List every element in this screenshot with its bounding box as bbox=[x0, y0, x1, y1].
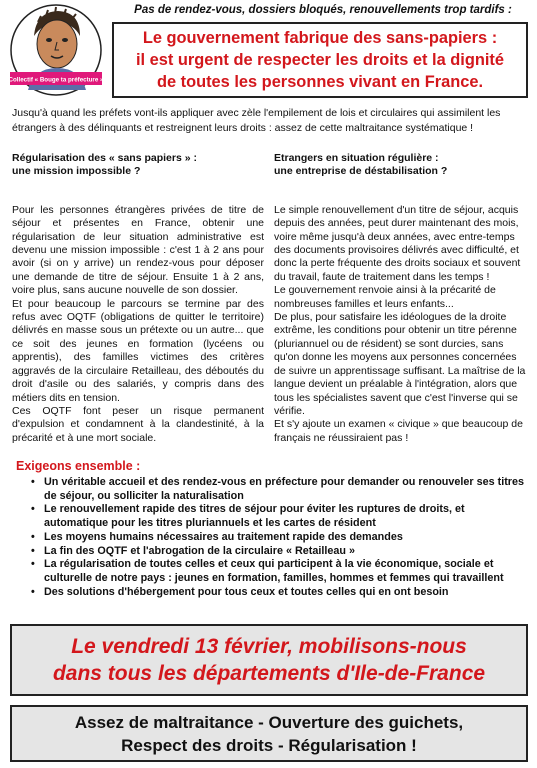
list-item-text: Des solutions d'hébergement pour tous ceux et toutes celles qui en ont besoin bbox=[44, 585, 449, 598]
list-item bbox=[31, 476, 530, 503]
slogan-banner bbox=[10, 705, 528, 762]
slogan-line: Assez de maltraitance - Ouverture des guichets, bbox=[74, 713, 464, 732]
right-column-body bbox=[274, 204, 526, 445]
paragraph: De plus, pour satisfaire les idéologues de la droite extrême, les conditions pour obtenir un titre pérenne (pluriannuel ou de résident) se sont durcies, sans qu'on donne les moyens aux personnes concernées de suivre un apprentissage suffisant. La maîtrise de la langue devient un préalable à l'intégration, alors que tous les spécialistes savent que c'est l'inverse qui se vérifie. bbox=[274, 311, 526, 417]
list-item bbox=[31, 503, 530, 530]
bullet-icon: • bbox=[31, 544, 35, 557]
list-item-text: Les moyens humains nécessaires au traitement rapide des demandes bbox=[44, 530, 403, 543]
list-item-text: La fin des OQTF et l'abrogation de la circulaire « Retailleau » bbox=[44, 544, 355, 557]
bullet-icon: • bbox=[31, 558, 35, 571]
mobilization-line: Le vendredi 13 février, mobilisons-nous bbox=[71, 635, 467, 658]
list-item bbox=[31, 558, 530, 585]
headline-box bbox=[112, 22, 528, 98]
paragraph: Le gouvernement renvoie ainsi à la précarité de nombreuses familles et leurs enfants... bbox=[274, 284, 496, 310]
left-column bbox=[12, 152, 264, 445]
collectif-logo bbox=[8, 2, 104, 98]
mobilization-line: dans tous les départements d'Ile-de-France bbox=[52, 662, 486, 685]
headline-line: de toutes les personnes vivant en France. bbox=[156, 73, 484, 91]
right-column bbox=[274, 152, 526, 445]
list-item-text: Un véritable accueil et des rendez-vous en préfecture pour demander ou renouveler ses titres de séjour, ou solliciter la naturalisation bbox=[44, 476, 525, 502]
left-column-body bbox=[12, 204, 264, 445]
logo-caption: Collectif « Bouge ta préfecture » bbox=[8, 76, 104, 84]
intro-paragraph: Jusqu'à quand les préfets vont-ils appliquer avec zèle l'empilement de lois et circulaires qui assimilent les étrangers à des délinquants et restreignent leurs droits : assez de cette maltraitance systématique ! bbox=[12, 107, 501, 134]
paragraph: Et pour beaucoup le parcours se termine par des refus avec OQTF (obligations de quitter le territoire) délivrés en masse sous un prétexte ou un autre... que ce soit des jeunes en formation (lycéens ou apprentis), des familles victimes des critères aggravés de la circulaire Retailleau, des déboutés du droit d'asile ou des salariés, y compris dans des métiers dits en tension. bbox=[12, 297, 264, 404]
bullet-icon: • bbox=[31, 585, 35, 598]
list-item-text: Le renouvellement rapide des titres de séjour pour éviter les ruptures de droits, et automatique pour les titres pluriannuels et les cartes de résident bbox=[44, 503, 465, 530]
paragraph: Ces OQTF font peser un risque permanent d'expulsion et condamnent à la clandestinité, à la précarité et à une mort sociale. bbox=[12, 404, 264, 444]
paragraph: Et s'y ajoute un examen « civique » que beaucoup de français ne réussiraient pas ! bbox=[274, 418, 523, 444]
headline-line: Le gouvernement fabrique des sans-papiers : bbox=[142, 29, 498, 47]
right-column-title-line: une entreprise de déstabilisation ? bbox=[274, 165, 448, 178]
paragraph: Pour les personnes étrangères privées de titre de séjour et présentes en France, obtenir une régularisation de leur situation administrative est devenu une mission impossible : c'est 1 à 2 ans pour avoir (si on y arrive) un rendez-vous pour déposer une demande de titre de séjour. Ensuite 1 à 2 ans, voire plus, sans aucune nouvelle de son dossier. bbox=[12, 203, 264, 297]
headline bbox=[114, 24, 526, 93]
slogan-text bbox=[12, 711, 526, 757]
list-item bbox=[31, 530, 530, 545]
bullet-icon: • bbox=[31, 476, 35, 488]
list-item bbox=[31, 585, 530, 600]
slogan-line: Respect des droits - Régularisation ! bbox=[121, 736, 417, 755]
person-illustration-icon bbox=[8, 2, 104, 98]
bullet-icon: • bbox=[31, 530, 35, 543]
demands-list bbox=[14, 476, 530, 599]
demands-title: Exigeons ensemble : bbox=[16, 459, 141, 473]
top-heading: Pas de rendez-vous, dossiers bloqués, renouvellements trop tardifs : bbox=[134, 4, 512, 16]
right-column-title bbox=[274, 152, 526, 179]
left-column-title-line: une mission impossible ? bbox=[12, 165, 141, 178]
demands-section bbox=[14, 459, 530, 599]
left-column-title bbox=[12, 152, 264, 179]
headline-line: il est urgent de respecter les droits et la dignité bbox=[136, 51, 504, 69]
list-item-text: La régularisation de toutes celles et ceux qui participent à la vie économique, sociale et culturelle de notre pays : jeunes en formation, familles, hommes et femmes qui travaillent bbox=[44, 558, 504, 584]
mobilization-banner bbox=[10, 624, 528, 696]
bullet-icon: • bbox=[31, 503, 35, 516]
list-item bbox=[31, 544, 530, 559]
mobilization-text bbox=[12, 633, 526, 687]
left-column-title-line: Régularisation des « sans papiers » : bbox=[12, 152, 197, 164]
right-column-title-line: Etrangers en situation régulière : bbox=[274, 152, 439, 164]
paragraph: Le simple renouvellement d'un titre de séjour, acquis depuis des années, peut durer maintenant des mois, voire même jusqu'à deux années, avec entre-temps des documents provisoires délivrés avec difficulté, et donc la perte fréquente des droits sociaux et souvent du travail, faute de traitement dans les temps ! bbox=[274, 203, 521, 283]
